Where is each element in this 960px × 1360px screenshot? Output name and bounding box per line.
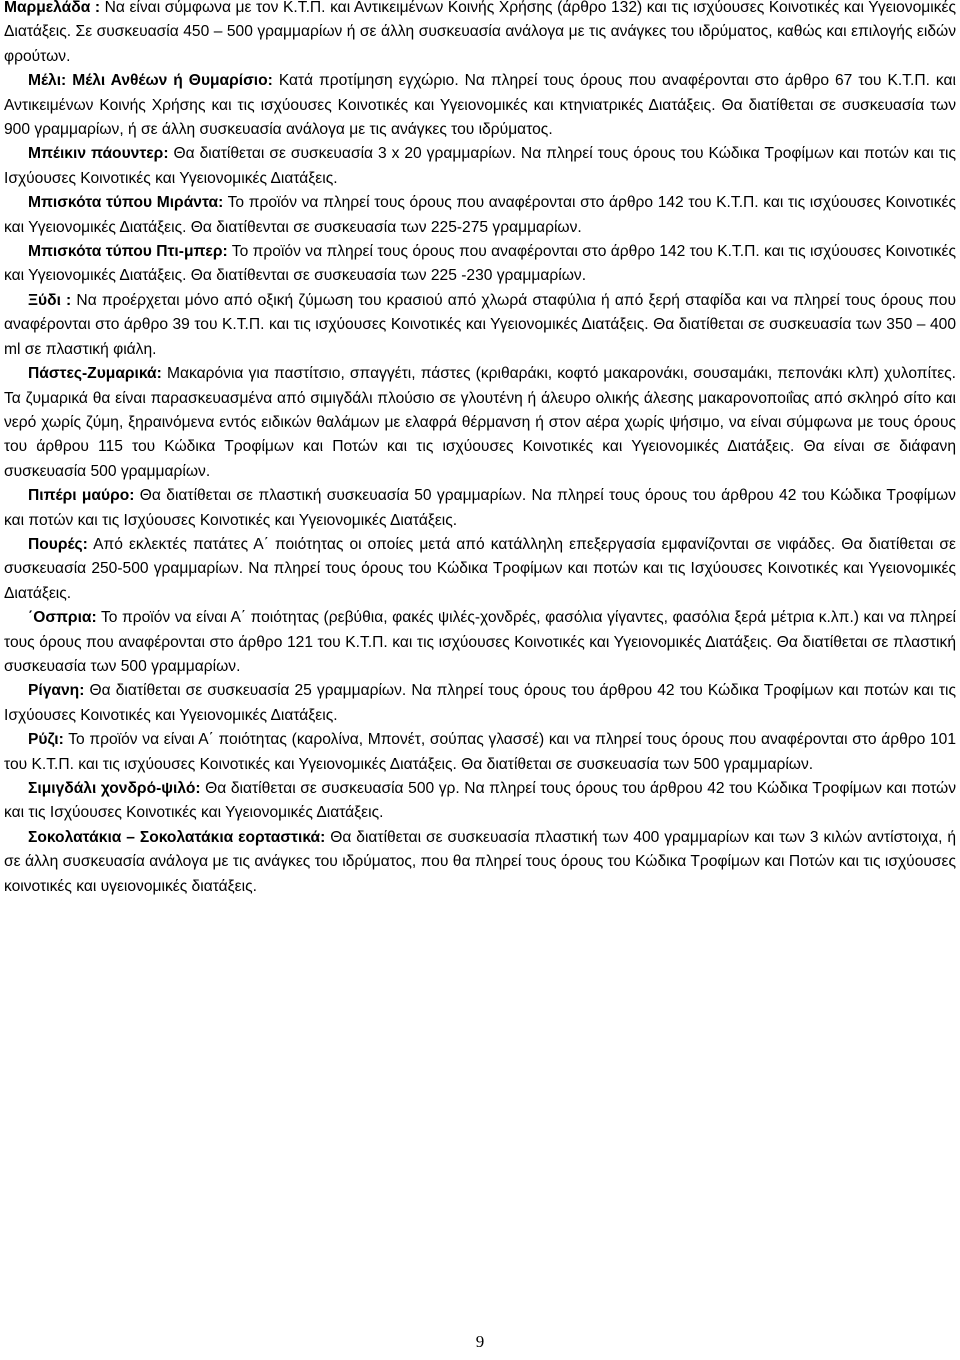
- paragraph-term: Μέλι: Μέλι Ανθέων ή Θυμαρίσιο:: [28, 72, 273, 90]
- paragraph-black-pepper: [4, 484, 956, 533]
- paragraph-text: Να είναι σύμφωνα με τον Κ.Τ.Π. και Αντικειμένων Κοινής Χρήσης (άρθρο 132) και τις ισχύουσες Κοινοτικές και Υγειονομικές Διατάξεις. Σε συσκευασία 450 – 500 γραμμαρίων ή σε άλλη συσκευασία ανάλογα με τις ανάγκες του ιδρύματος, καθώς και επιλογής ειδών φρούτων.: [4, 0, 956, 65]
- paragraph-semolina: [4, 777, 956, 826]
- paragraph-term: Μπέικιν πάουντερ:: [28, 145, 169, 163]
- paragraph-term: Ξύδι :: [28, 291, 72, 309]
- paragraph-term: Σιμιγδάλι χονδρό-ψιλό:: [28, 780, 201, 797]
- document-body: [4, 0, 956, 899]
- paragraph-text: Θα διατίθεται σε πλαστική συσκευασία 50 γραμμαρίων. Να πληρεί τους όρους του άρθρου 42 του Κώδικα Τροφίμων και ποτών και τις Ισχύουσες Κοινοτικές και Υγειονομικές Διατάξεις.: [4, 487, 956, 529]
- paragraph-term: Ρίγανη:: [28, 682, 85, 700]
- paragraph-vinegar: [4, 289, 956, 362]
- paragraph-text: Το προϊόν να πληρεί τους όρους που αναφέρονται στο άρθρο 142 του Κ.Τ.Π. και τις ισχύουσες Κοινοτικές και Υγειονομικές Διατάξεις. Θα διατίθενται σε συσκευασία των 225-275 γραμμαρίων.: [4, 194, 956, 236]
- paragraph-biscuits-miranta: [4, 191, 956, 240]
- paragraph-text: Από εκλεκτές πατάτες Α΄ ποιότητας οι οποίες μετά από κατάλληλη επεξεργασία εμφανίζονται σε νιφάδες. Θα διατίθεται σε συσκευασία 250-500 γραμμαρίων. Να πληρεί τους όρους του Κώδικα Τροφίμων και ποτών και τις Ισχύουσες Κοινοτικές και Υγειονομικές Διατάξεις.: [4, 535, 956, 602]
- paragraph-text: Να προέρχεται μόνο από οξική ζύμωση του κρασιού από χλωρά σταφύλια ή από ξερή σταφίδα και να πληρεί τους όρους που αναφέρονται στο άρθρο 39 του Κ.Τ.Π. και τις ισχύουσες Κοινοτικές και Υγειονομικές Διατάξεις. Θα διατίθεται σε συσκευασία των 350 – 400 ml σε πλαστική φιάλη.: [4, 291, 956, 358]
- paragraph-term: Μπισκότα τύπου Πτι-μπερ:: [28, 243, 228, 261]
- paragraph-term: Πάστες-Ζυμαρικά:: [28, 365, 162, 383]
- paragraph-term: Ρύζι:: [28, 731, 64, 749]
- paragraph-puree: [4, 533, 956, 606]
- paragraph-term: Σοκολατάκια – Σοκολατάκια εορταστικά:: [28, 828, 326, 846]
- paragraph-text: Το προϊόν να πληρεί τους όρους που αναφέρονται στο άρθρο 142 του Κ.Τ.Π. και τις ισχύουσες Κοινοτικές και Υγειονομικές Διατάξεις. Θα διατίθενται σε συσκευασία των 225 -230 γραμμαρίων.: [4, 243, 956, 285]
- paragraph-text: Το προϊόν να είναι Α΄ ποιότητας (καρολίνα, Μπονέτ, σούπας γλασσέ) και να πληρεί τους όρους που αναφέρονται στο άρθρο 101 του Κ.Τ.Π. και τις ισχύουσες Κοινοτικές και Υγειονομικές Διατάξεις. Θα διατίθεται σε συσκευασία των 500 γραμμαρίων.: [4, 731, 956, 773]
- paragraph-rice: [4, 728, 956, 777]
- paragraph-term: Πουρές:: [28, 535, 88, 553]
- paragraph-text: Θα διατίθεται σε συσκευασία 3 x 20 γραμμαρίων. Να πληρεί τους όρους του Κώδικα Τροφίμων και ποτών και τις Ισχύουσες Κοινοτικές και Υγειονομικές Διατάξεις.: [4, 145, 956, 187]
- paragraph-term: ΄Οσπρια:: [28, 609, 97, 627]
- paragraph-text: Θα διατίθεται σε συσκευασία 500 γρ. Να πληρεί τους όρους του άρθρου 42 του Κώδικα Τροφίμων και ποτών και τις Ισχύουσες Κοινοτικές και Υγειονομικές Διατάξεις.: [4, 780, 956, 822]
- paragraph-meli: [4, 69, 956, 142]
- page-number: 9: [475, 1332, 485, 1351]
- paragraph-text: Το προϊόν να είναι Α΄ ποιότητας (ρεβύθια, φακές ψιλές-χονδρές, φασόλια γίγαντες, φασόλια ξερά μέτρια κ.λπ.) και να πληρεί τους όρους που αναφέρονται στο άρθρο 121 του Κ.Τ.Π. και τις ισχύουσες Κοινοτικές και Υγειονομικές Διατάξεις. Θα διατίθεται σε πλαστική συσκευασία των 500 γραμμαρίων.: [4, 609, 956, 675]
- paragraph-chocolates: [4, 826, 956, 899]
- paragraph-term: Πιπέρι μαύρο:: [28, 487, 135, 505]
- paragraph-baking-powder: [4, 142, 956, 191]
- paragraph-oregano: [4, 679, 956, 728]
- paragraph-text: Θα διατίθεται σε συσκευασία πλαστική των 400 γραμμαρίων και των 3 κιλών αντίστοιχα, ή σε άλλη συσκευασία ανάλογα με τις ανάγκες του ιδρύματος, που θα πληρεί τους όρους του Κώδικα Τροφίμων και Ποτών και τις ισχύουσες κοινοτικές και υγειονομικές διατάξεις.: [4, 828, 956, 895]
- paragraph-text: Κατά προτίμηση εγχώριο. Να πληρεί τους όρους που αναφέρονται στο άρθρο 67 του Κ.Τ.Π. και Αντικειμένων Κοινής Χρήσης και τις ισχύουσες Κοινοτικές και Υγειονομικές και κτηνιατρικές Διατάξεις. Θα διατίθεται σε συσκευασία των 900 γραμμαρίων, ή σε άλλη συσκευασία ανάλογα με τις ανάγκες του ιδρύματος.: [4, 72, 956, 139]
- paragraph-biscuits-petit-beurre: [4, 240, 956, 289]
- paragraph-legumes: [4, 606, 956, 679]
- paragraph-text: Μακαρόνια για παστίτσιο, σπαγγέτι, πάστες (κριθαράκι, κοφτό μακαρονάκι, σουσαμάκι, πεπονάκι κλπ) χυλοπίτες. Τα ζυμαρικά θα είναι παρασκευασμένα από σιμιγδάλι πλούσιο σε γλουτένη ή άλευρο ολικής άλεσης μακαρονοποιΐας από σκληρό σίτο και νερό χωρίς ζύμη, ξηραινόμενα εντός ειδικών θαλάμων με ελαφρά θέρμανση ή στον αέρα χωρίς ψήσιμο, να είναι σύμφωνα με τους όρους του άρθρου 115 του Κώδικα Τροφίμων και Ποτών και τις ισχύουσες Κοινοτικές και Υγειονομικές Διατάξεις. Θα είναι σε διάφανη συσκευασία 500 γραμμαρίων.: [4, 365, 956, 480]
- paragraph-marmelada: [4, 0, 956, 69]
- paragraph-text: Θα διατίθεται σε συσκευασία 25 γραμμαρίων. Να πληρεί τους όρους του άρθρου 42 του Κώδικα Τροφίμων και ποτών και τις Ισχύουσες Κοινοτικές και Υγειονομικές Διατάξεις.: [4, 682, 956, 724]
- paragraph-pasta: [4, 362, 956, 484]
- paragraph-term: Μπισκότα τύπου Μιράντα:: [28, 194, 224, 212]
- paragraph-term: Μαρμελάδα :: [4, 0, 101, 16]
